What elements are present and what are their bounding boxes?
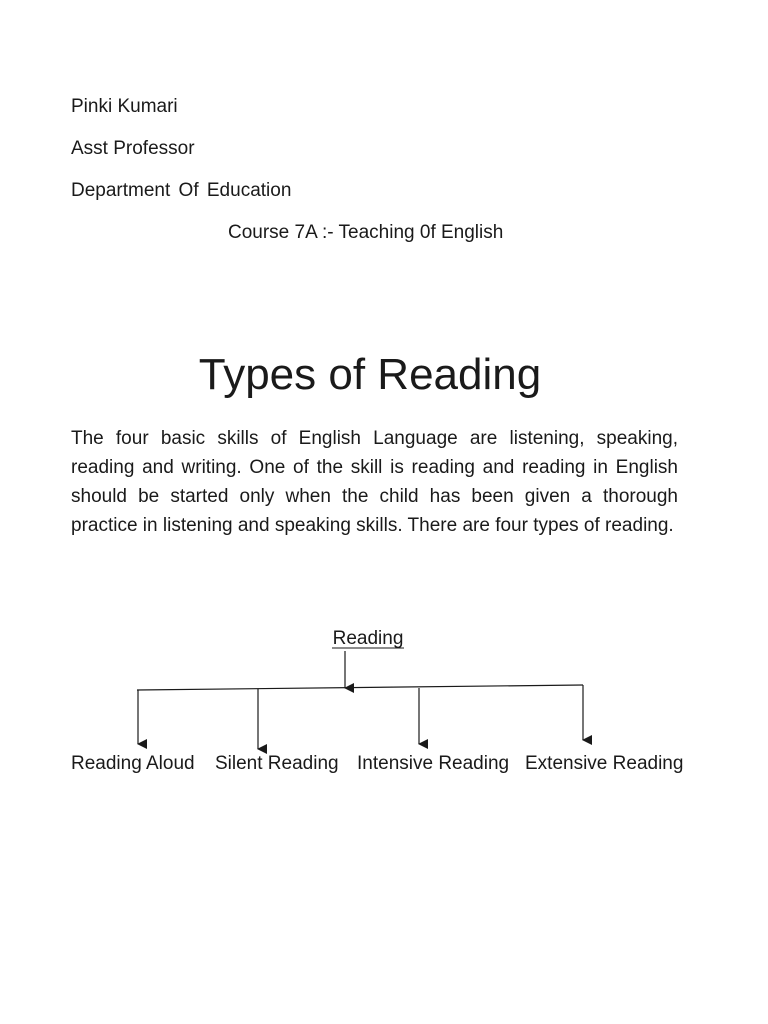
course-line: Course 7A :- Teaching 0f English [228,222,504,243]
diagram-branch-label: Extensive Reading [525,753,684,774]
intro-paragraph: The four basic skills of English Language are listening, speaking, reading and writing. One of the skill is reading and reading in English should be started only when the child has been given a thorough practice in listening and speaking skills. There are four types of reading. [71,428,678,536]
diagram-root-label: Reading [332,628,404,649]
diagram-connector [137,685,583,690]
author-department: Department Of Education [71,180,292,201]
page-title: Types of Reading [198,350,542,399]
author-name: Pinki Kumari [71,96,178,117]
diagram-branch-label: Silent Reading [215,753,339,774]
author-title: Asst Professor [71,138,195,159]
diagram-branch-label: Reading Aloud [71,753,195,774]
diagram-branch-label: Intensive Reading [357,753,510,774]
